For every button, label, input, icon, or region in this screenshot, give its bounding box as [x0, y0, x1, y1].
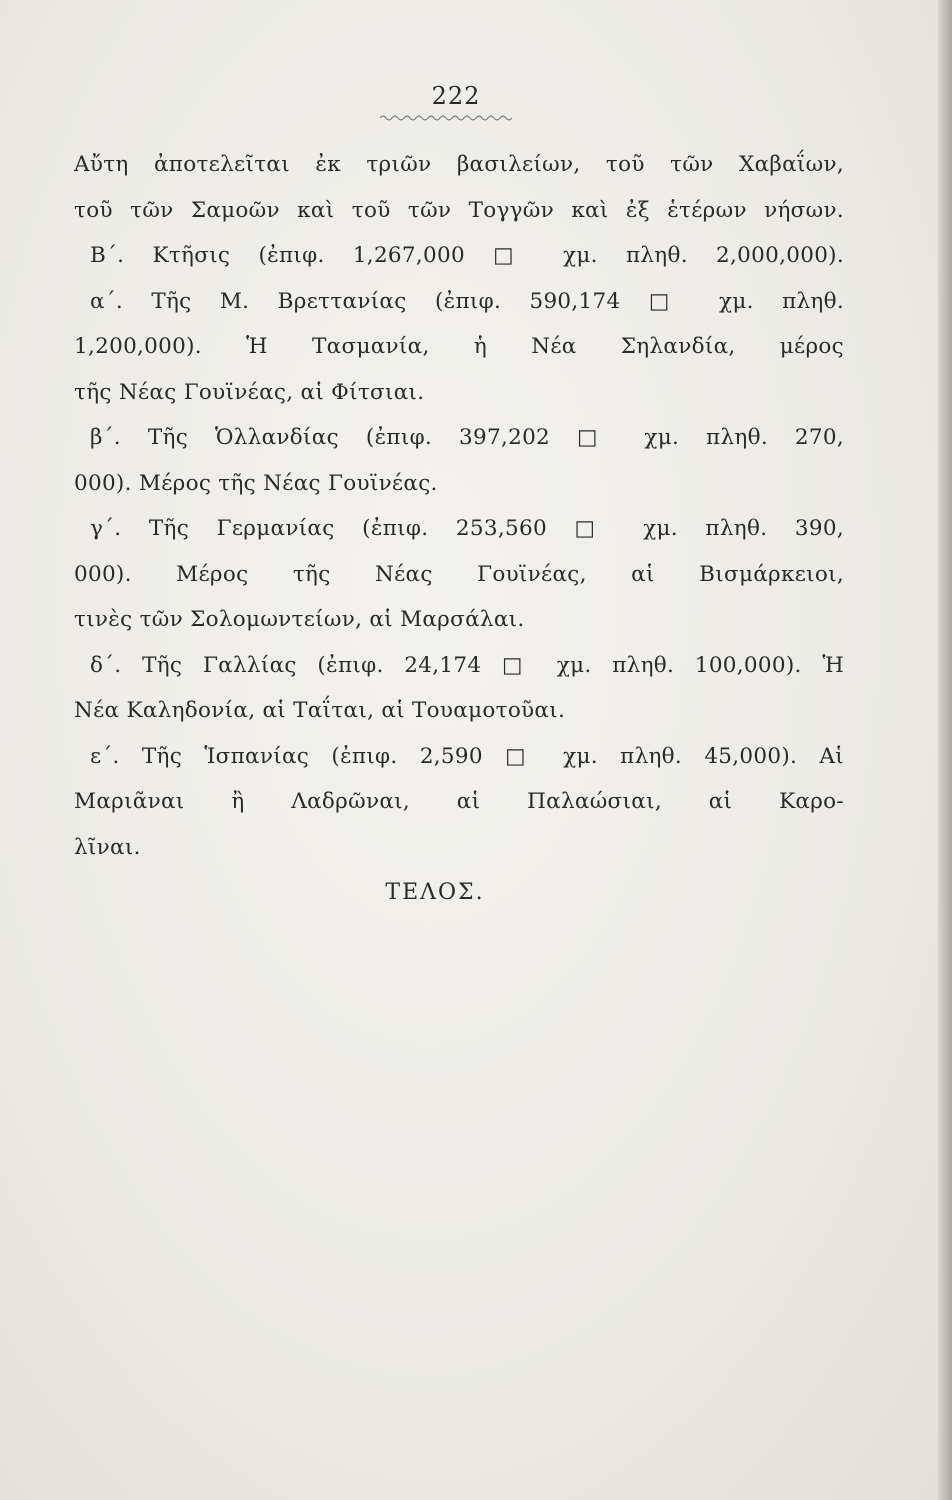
- text-line: 000). Μέρος τῆς Νέας Γουϊνέας.: [74, 470, 438, 496]
- end-word: ΤΕΛΟΣ.: [385, 880, 485, 905]
- text-line: λῖναι.: [74, 834, 141, 860]
- text-line: α΄. Τῆς Μ. Βρεττανίας (ἐπιφ. 590,174 □ χμ. πληθ.: [90, 288, 844, 314]
- text-line: δ΄. Τῆς Γαλλίας (ἐπιφ. 24,174 □ χμ. πληθ. 100,000). Ἡ: [90, 652, 844, 678]
- page-edge-shadow: [938, 0, 952, 1500]
- text-line: β΄. Τῆς Ὁλλανδίας (ἐπιφ. 397,202 □ χμ. πληθ. 270,: [90, 425, 844, 450]
- text-line: γ΄. Τῆς Γερμανίας (ἐπιφ. 253,560 □ χμ. πληθ. 390,: [90, 516, 844, 541]
- text-line: 000). Μέρος τῆς Νέας Γουϊνέας, αἱ Βισμάρκειοι,: [74, 561, 844, 587]
- text-line: Αὔτη ἀποτελεῖται ἐκ τριῶν βασιλείων, τοῦ τῶν Χαβαΐων,: [74, 152, 844, 177]
- text-line: Β΄. Κτῆσις (ἐπιφ. 1,267,000 □ χμ. πληθ. 2,000,000).: [90, 243, 844, 268]
- text-line: Μαριᾶναι ἢ Λαδρῶναι, αἱ Παλαώσιαι, αἱ Καρο-: [74, 789, 844, 814]
- text-line: Νέα Καληδονία, αἱ Ταΐται, αἱ Τουαμοτοῦαι.: [74, 698, 566, 723]
- text-line: τοῦ τῶν Σαμοῶν καὶ τοῦ τῶν Τογγῶν καὶ ἐξ ἑτέρων νήσων.: [74, 197, 844, 223]
- text-line: 1,200,000). Ἡ Τασμανία, ἡ Νέα Σηλανδία, μέρος: [74, 334, 844, 359]
- body-text: [74, 142, 844, 870]
- text-line: τῆς Νέας Γουϊνέας, αἱ Φίτσιαι.: [74, 379, 425, 405]
- text-line: ε΄. Τῆς Ἱσπανίας (ἐπιφ. 2,590 □ χμ. πληθ. 45,000). Αἱ: [90, 743, 844, 769]
- text-line: τινὲς τῶν Σολομωντείων, αἱ Μαρσάλαι.: [74, 607, 525, 632]
- page-number: 222: [431, 82, 481, 110]
- ornamental-rule: [380, 114, 512, 122]
